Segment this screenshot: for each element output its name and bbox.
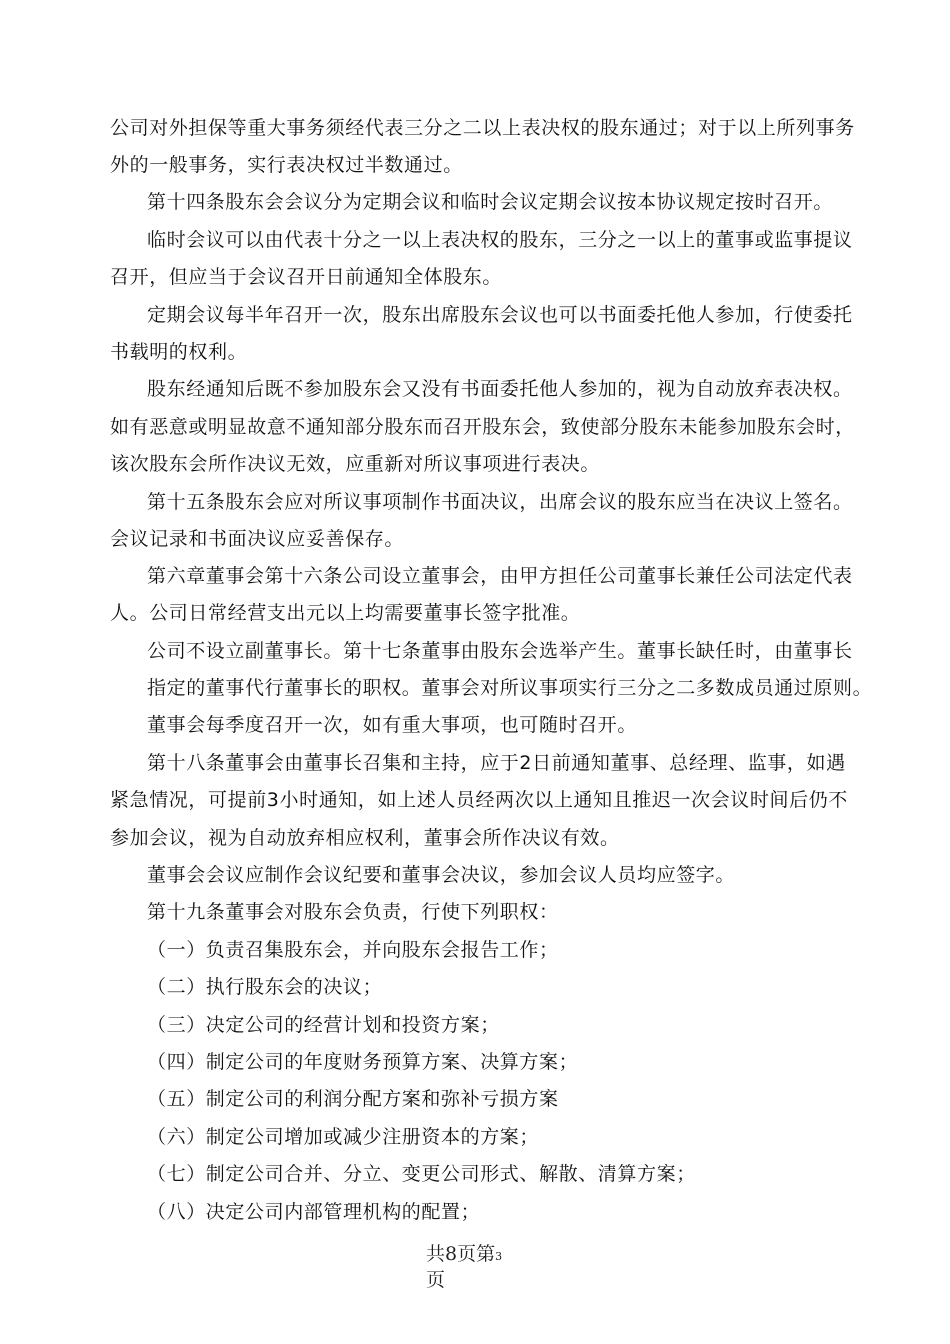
text-line: 公司不设立副董事长。第十七条董事由股东会选举产生。董事长缺任时，由董事长 <box>147 640 853 662</box>
text-line: 公司对外担保等重大事务须经代表三分之二以上表决权的股东通过；对于以上所列事务 <box>110 117 855 139</box>
list-item: （三）决定公司的经营计划和投资方案； <box>147 1014 500 1036</box>
text-line: 该次股东会所作决议无效，应重新对所议事项进行表决。 <box>110 453 601 475</box>
text-line: 人。公司日常经营支出元以上均需要董事长签字批准。 <box>110 602 581 624</box>
list-item: （七）制定公司合并、分立、变更公司形式、解散、清算方案； <box>147 1163 696 1185</box>
text-line: 参加会议，视为自动放弃相应权利，董事会所作决议有效。 <box>110 827 620 849</box>
page-footer <box>426 1242 502 1269</box>
text-line: 第十九条董事会对股东会负责，行使下列职权： <box>147 901 559 923</box>
text-line: 第十五条股东会应对所议事项制作书面决议，出席会议的股东应当在决议上签名。 <box>147 491 853 513</box>
list-item: （八）决定公司内部管理机构的配置； <box>147 1201 481 1223</box>
text-line: 临时会议可以由代表十分之一以上表决权的股东，三分之一以上的董事或监事提议 <box>147 229 853 251</box>
text-line: 董事会会议应制作会议纪要和董事会决议，参加会议人员均应签字。 <box>147 864 736 886</box>
text-line: 召开，但应当于会议召开日前通知全体股东。 <box>110 266 503 288</box>
text-line: 外的一般事务，实行表决权过半数通过。 <box>110 154 463 176</box>
text-line: 会议记录和书面决议应妥善保存。 <box>110 528 405 550</box>
text-line: 定期会议每半年召开一次，股东出席股东会议也可以书面委托他人参加，行使委托 <box>147 304 853 326</box>
text-line: 书载明的权利。 <box>110 341 248 363</box>
text-line: 第十八条董事会由董事长召集和主持，应于2日前通知董事、总经理、监事，如遇 <box>147 752 846 774</box>
list-item: （六）制定公司增加或减少注册资本的方案； <box>147 1126 540 1148</box>
text-line: 第十四条股东会会议分为定期会议和临时会议定期会议按本协议规定按时召开。 <box>147 191 834 213</box>
text-line: 股东经通知后既不参加股东会又没有书面委托他人参加的，视为自动放弃表决权。 <box>147 378 853 400</box>
page-count-label: 共8页第 <box>426 1243 496 1265</box>
list-item: （四）制定公司的年度财务预算方案、决算方案； <box>147 1051 579 1073</box>
text-line: 第六章董事会第十六条公司设立董事会，由甲方担任公司董事长兼任公司法定代表 <box>147 565 853 587</box>
list-item: （二）执行股东会的决议； <box>147 976 383 998</box>
page-footer-suffix: 页 <box>426 1269 446 1291</box>
text-line: 指定的董事代行董事长的职权。董事会对所议事项实行三分之二多数成员通过原则。 <box>147 677 873 699</box>
text-line: 如有恶意或明显故意不通知部分股东而召开股东会，致使部分股东未能参加股东会时， <box>110 416 855 438</box>
text-line: 董事会每季度召开一次，如有重大事项，也可随时召开。 <box>147 714 638 736</box>
page-number: 3 <box>495 1250 503 1263</box>
list-item: （一）负责召集股东会，并向股东会报告工作； <box>147 939 559 961</box>
list-item: （五）制定公司的利润分配方案和弥补亏损方案 <box>147 1088 559 1110</box>
text-line: 紧急情况，可提前3小时通知，如上述人员经两次以上通知且推迟一次会议时间后仍不 <box>110 789 848 811</box>
